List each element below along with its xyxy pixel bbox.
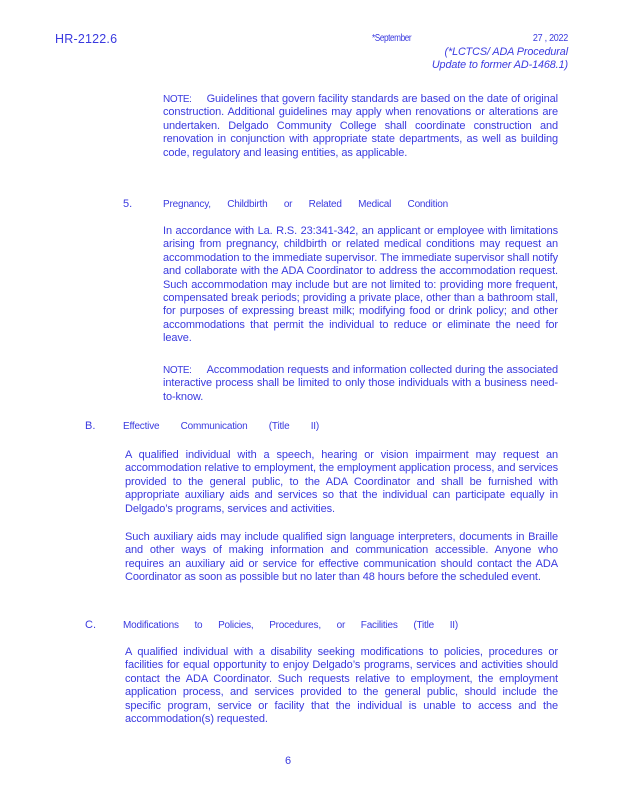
date-prefix: *September (372, 33, 412, 44)
note-label: NOTE: (163, 365, 192, 376)
note-accommodation (163, 364, 558, 404)
section-letter-c: C. (85, 619, 96, 631)
note-guidelines (163, 93, 558, 160)
doc-number: HR-2122.6 (55, 32, 118, 46)
item5-heading: Pregnancy, Childbirth or Related Medical Condition (163, 199, 448, 210)
list-number-5: 5. (123, 198, 133, 210)
item5-body: In accordance with La. R.S. 23:341-342, an applicant or employee with limitations arising from pregnancy, childbirth or related medical conditions may request an accommodation to the immediate supervisor. The immediate supervisor shall notify and collaborate with the ADA Coordinator to address the accommodation request. Such accommodation may include but are not limited to: providing more frequent, compensated break periods; providing a private place, other than a bathroom stall, for purposes of expressing breast milk; modifying food or drink policy; and other accommodations that permit the individual to reduce or eliminate the need for leave. (163, 225, 558, 345)
note-text: Guidelines that govern facility standards are based on the date of original construction. Additional guidelines may apply when renovations or alterations are undertaken. Delgado Community College shall coordinate construction and renovation in conjunction with appropriate state departments, as well as building code, regulatory and leasing entities, as applicable. (163, 93, 558, 159)
section-b-paragraph-2: Such auxiliary aids may include qualified sign language interpreters, documents in Braille and other ways of making information and communication accessible. Anyone who requires an auxiliary aid or service for effective communication should contact the ADA Coordinator as soon as possible but no later than 48 hours before the scheduled event. (125, 531, 558, 584)
header-date-line (372, 33, 568, 44)
section-b-paragraph-1: A qualified individual with a speech, hearing or vision impairment may request an accommodation relative to employment, the employment application process, and services provided to the general public, to the ADA Coordinator and shall be furnished with appropriate auxiliary aids and services so that the individual can participate equally in Delgado’s programs, services and activities. (125, 449, 558, 515)
section-b-heading: Effective Communication (Title II) (123, 421, 319, 432)
note-text: Accommodation requests and information collected during the associated interactive process shall be limited to only those individuals with a business need-to-know. (163, 364, 558, 403)
note-label: NOTE: (163, 94, 192, 105)
section-letter-b: B. (85, 420, 96, 432)
section-c-heading: Modifications to Policies, Procedures, or Facilities (Title II) (123, 620, 458, 631)
revision-line-2: Update to former AD-1468.1) (431, 58, 568, 71)
revision-line-1: (*LCTCS/ ADA Procedural (444, 46, 568, 58)
revision-note (372, 46, 568, 71)
page-number: 6 (285, 755, 292, 767)
header-right-block (372, 33, 568, 71)
date-value: 27 , 2022 (532, 33, 568, 44)
section-c-paragraph: A qualified individual with a disability seeking modifications to policies, procedures or facilities for equal opportunity to enjoy Delgado’s programs, services and activities should contact the ADA Coordinator. Such requests relative to employment, the employment application process, and services provided to the general public, should include the specific program, service or facility that the individual is unable to access and the accommodation(s) requested. (125, 646, 558, 726)
